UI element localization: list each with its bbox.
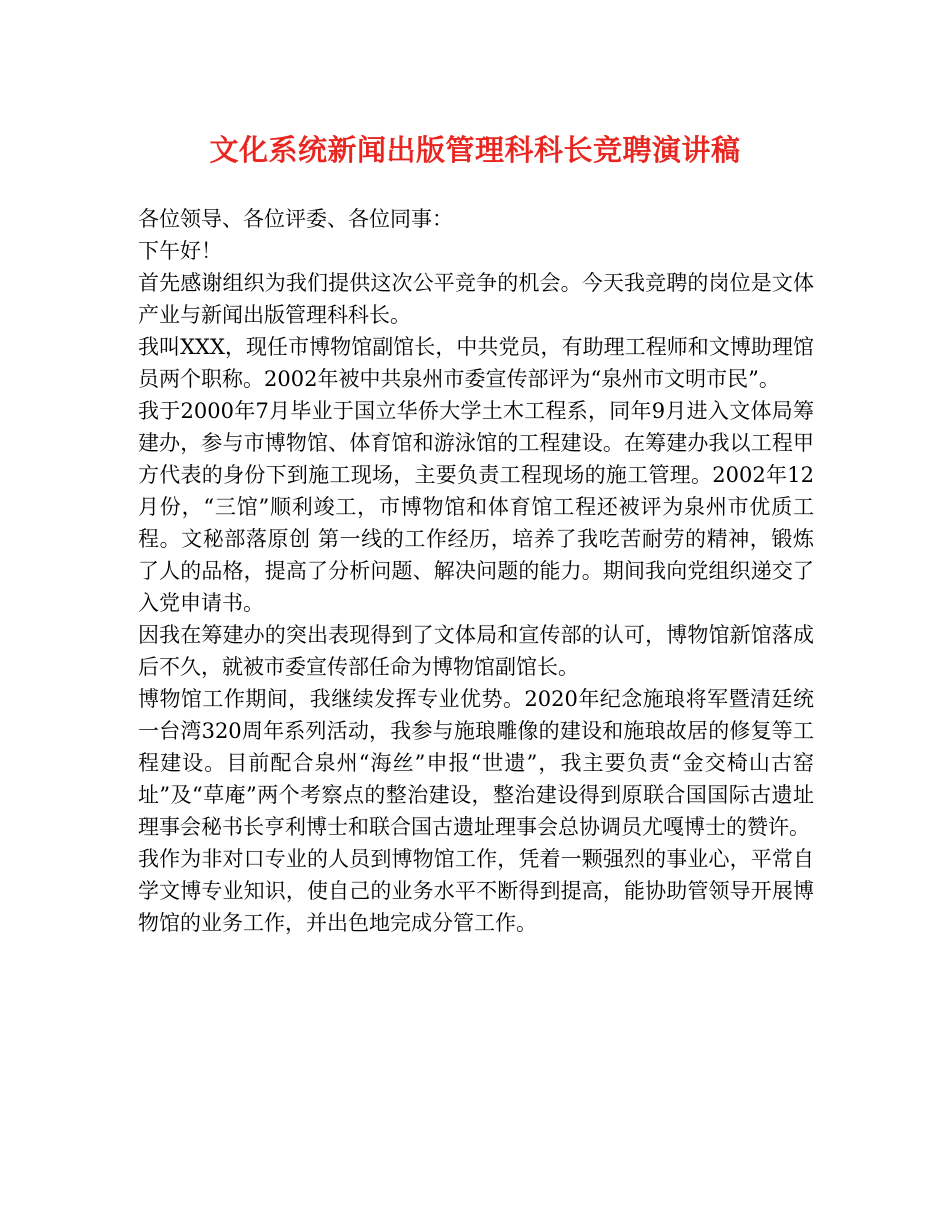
paragraph-salutation: 下午好！ (138, 239, 222, 263)
paragraph-intro: 首先感谢组织为我们提供这次公平竞争的机会。今天我竞聘的岗位是文体产业与新闻出版管理科科长。 (138, 271, 814, 327)
paragraph-self-introduction: 我叫XXX，现任市博物馆副馆长，中共党员，有助理工程师和文博助理馆员两个职称。2002年被中共泉州市委宣传部评为“泉州市文明市民”。 (138, 335, 814, 391)
paragraph-education-experience: 我于2000年7月毕业于国立华侨大学土木工程系，同年9月进入文体局筹建办，参与市博物馆、体育馆和游泳馆的工程建设。在筹建办我以工程甲方代表的身份下到施工现场，主要负责工程现场的施工管理。2002年12月份，“三馆”顺利竣工，市博物馆和体育馆工程还被评为泉州市优质工程。文秘部落原创 第一线的工作经历，培养了我吃苦耐劳的精神，锻炼了人的品格，提高了分析问题、解决问题的能力。期间我向党组织递交了入党申请书。 (138, 399, 814, 615)
document-title: 文化系统新闻出版管理科科长竞聘演讲稿 (209, 133, 741, 167)
document-body (138, 203, 814, 939)
paragraph-museum-work: 博物馆工作期间，我继续发挥专业优势。2020年纪念施琅将军暨清廷统一台湾320周年系列活动，我参与施琅雕像的建设和施琅故居的修复等工程建设。目前配合泉州“海丝”申报“世遗”，我主要负责“金交椅山古窑址”及“草庵”两个考察点的整治建设，整治建设得到原联合国国际古遗址理事会秘书长亨利博士和联合国古遗址理事会总协调员尤嘎博士的赞许。 (138, 687, 814, 839)
paragraph-greeting: 各位领导、各位评委、各位同事： (138, 207, 453, 231)
paragraph-self-study: 我作为非对口专业的人员到博物馆工作，凭着一颗强烈的事业心，平常自学文博专业知识，使自己的业务水平不断得到提高，能协助管领导开展博物馆的业务工作，并出色地完成分管工作。 (138, 847, 814, 935)
paragraph-appointment: 因我在筹建办的突出表现得到了文体局和宣传部的认可，博物馆新馆落成后不久，就被市委宣传部任命为博物馆副馆长。 (138, 623, 814, 679)
